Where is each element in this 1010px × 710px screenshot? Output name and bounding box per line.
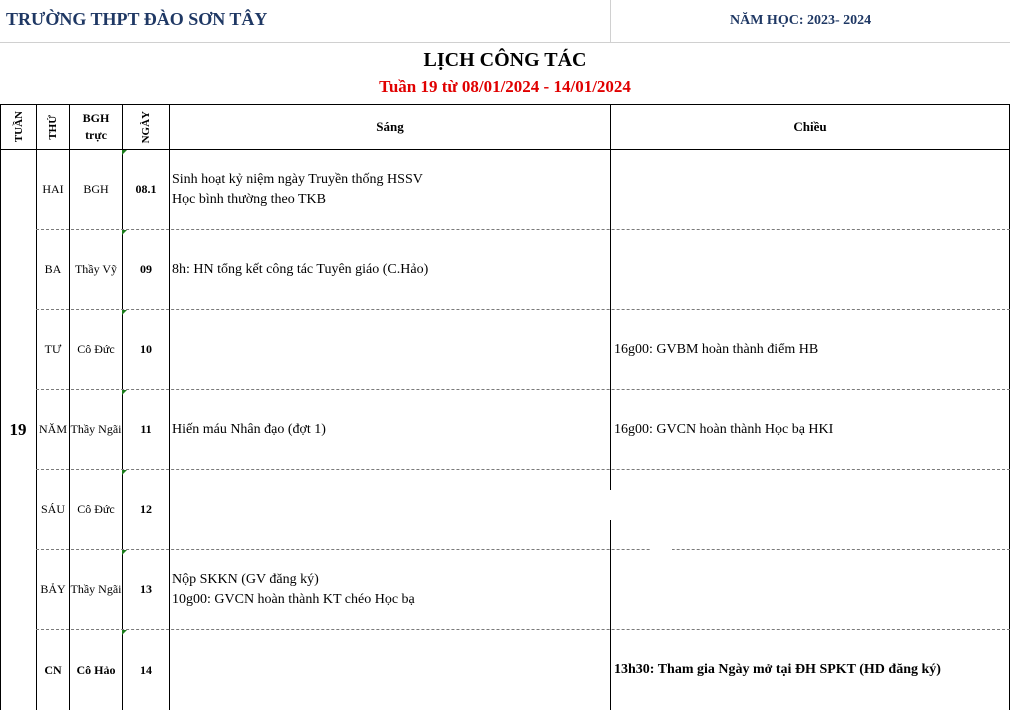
school-year: NĂM HỌC: 2023- 2024 — [730, 13, 872, 28]
duty-cell: Cô Đức — [77, 342, 115, 356]
date-cell: 14 — [140, 662, 152, 677]
comment-marker — [122, 310, 127, 315]
morning-line: 8h: HN tổng kết công tác Tuyên giáo (C.Hảo) — [172, 261, 429, 277]
date-cell: 13 — [140, 582, 152, 596]
column-divider — [610, 104, 611, 710]
day-cell: TƯ — [44, 342, 62, 356]
morning-line: Học bình thường theo TKB — [172, 191, 326, 207]
day-cell: SÁU — [40, 502, 65, 516]
morning-line: Hiến máu Nhân đạo (đợt 1) — [172, 421, 326, 437]
day-cell: BẢY — [40, 582, 66, 596]
scan-artifact — [650, 542, 672, 556]
comment-marker — [122, 150, 127, 155]
day-cell: CN — [44, 662, 62, 677]
morning-cell — [172, 550, 608, 629]
comment-marker — [122, 550, 127, 555]
date-cell: 12 — [140, 502, 152, 516]
day-cell: HAI — [42, 182, 64, 196]
morning-cell — [172, 230, 608, 309]
morning-cell — [172, 390, 608, 469]
comment-marker — [122, 390, 127, 395]
afternoon-cell — [614, 390, 1006, 469]
date-cell: 08.1 — [135, 182, 157, 196]
column-header-date: NGÀY — [140, 110, 152, 144]
page-title: LỊCH CÔNG TÁC — [423, 49, 587, 71]
column-header-afternoon: Chiều — [793, 119, 827, 134]
column-divider — [169, 104, 170, 710]
schedule-table — [0, 104, 1010, 710]
school-name: TRƯỜNG THPT ĐÀO SƠN TÂY — [6, 9, 268, 29]
afternoon-line: 16g00: GVCN hoàn thành Học bạ HKI — [614, 421, 834, 437]
comment-marker — [122, 230, 127, 235]
afternoon-cell — [614, 630, 1006, 710]
duty-cell: Cô Hảo — [76, 662, 116, 677]
row-divider — [36, 469, 1010, 470]
afternoon-line: 13h30: Tham gia Ngày mở tại ĐH SPKT (HD đăng ký) — [614, 662, 941, 677]
header-bar — [0, 0, 1010, 43]
morning-line: Sinh hoạt kỷ niệm ngày Truyền thống HSSV — [172, 171, 423, 187]
header-divider — [610, 0, 611, 42]
morning-line: 10g00: GVCN hoàn thành KT chéo Học bạ — [172, 591, 415, 607]
morning-cell — [172, 150, 608, 229]
date-cell: 11 — [140, 422, 152, 436]
column-header-day: THỨ — [47, 114, 59, 140]
duty-cell: Thầy Ngãi — [70, 422, 122, 436]
duty-cell: Thầy Vỹ — [74, 262, 118, 276]
comment-marker — [122, 630, 127, 635]
date-cell: 10 — [140, 342, 152, 356]
duty-cell: Thầy Ngãi — [70, 582, 122, 596]
week-range-subtitle: Tuần 19 từ 08/01/2024 - 14/01/2024 — [379, 77, 631, 96]
day-cell: NĂM — [38, 422, 67, 436]
column-header-bgh: BGH trực — [82, 111, 110, 142]
duty-cell: BGH — [83, 182, 109, 196]
comment-marker — [122, 470, 127, 475]
afternoon-cell — [614, 310, 1006, 389]
morning-line: Nộp SKKN (GV đăng ký) — [172, 571, 319, 587]
scan-artifact — [606, 490, 616, 520]
afternoon-line: 16g00: GVBM hoàn thành điểm HB — [614, 341, 819, 357]
date-cell: 09 — [140, 262, 152, 276]
week-number: 19 — [9, 420, 27, 439]
duty-cell: Cô Đức — [77, 502, 115, 516]
day-cell: BA — [44, 262, 62, 276]
column-header-week: TUẦN — [12, 111, 25, 143]
column-header-morning: Sáng — [376, 119, 404, 134]
